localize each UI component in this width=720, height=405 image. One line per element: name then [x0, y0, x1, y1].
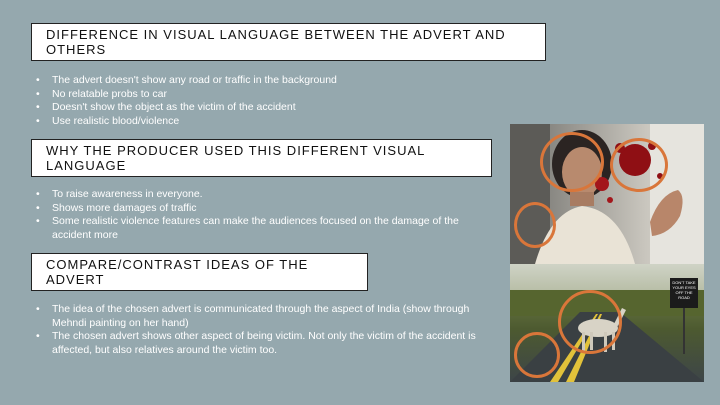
- bullet-item: • Use realistic blood/violence: [34, 115, 474, 129]
- heading-text: DIFFERENCE IN VISUAL LANGUAGE BETWEEN THE ADVERT AND OTHERS: [46, 27, 506, 57]
- bullet-item: • To raise awareness in everyone.: [34, 188, 494, 202]
- bullet-item: • The idea of the chosen advert is communicated through the aspect of India (show through Mehndi painting on her hand): [34, 303, 499, 330]
- bullet-item: • No relatable probs to car: [34, 88, 474, 102]
- advert-image-road: [510, 264, 704, 382]
- heading-text: COMPARE/CONTRAST IDEAS OF THE ADVERT: [46, 257, 309, 287]
- bullet-item: • Shows more damages of traffic: [34, 202, 494, 216]
- bullet-item: • The chosen advert shows other aspect of being victim. Not only the victim of the accident is affected, but also relatives around the victim too.: [34, 330, 499, 357]
- bullet-item: • The advert doesn't show any road or traffic in the background: [34, 74, 474, 88]
- bullet-item: • Some realistic violence features can make the audiences focused on the damage of the accident more: [34, 215, 494, 242]
- bullet-list-differences: [34, 74, 474, 128]
- highlight-circle: [540, 132, 604, 192]
- bullet-item: • Doesn't show the object as the victim of the accident: [34, 101, 474, 115]
- heading-text: WHY THE PRODUCER USED THIS DIFFERENT VISUAL LANGUAGE: [46, 143, 425, 173]
- heading-compare-contrast: [31, 253, 368, 291]
- advert-image-woman: [510, 124, 704, 264]
- heading-difference-visual-language: [31, 23, 546, 61]
- highlight-circle: [610, 138, 668, 192]
- bullet-list-compare: [34, 303, 499, 357]
- bullet-list-reasons: [34, 188, 494, 242]
- highlight-circle: [514, 332, 560, 378]
- highlight-circle: [514, 202, 556, 248]
- highlight-circle: [558, 290, 622, 354]
- road-sign-text: DON'T TAKE YOUR EYES OFF THE ROAD: [672, 280, 696, 300]
- heading-why-producer: [31, 139, 492, 177]
